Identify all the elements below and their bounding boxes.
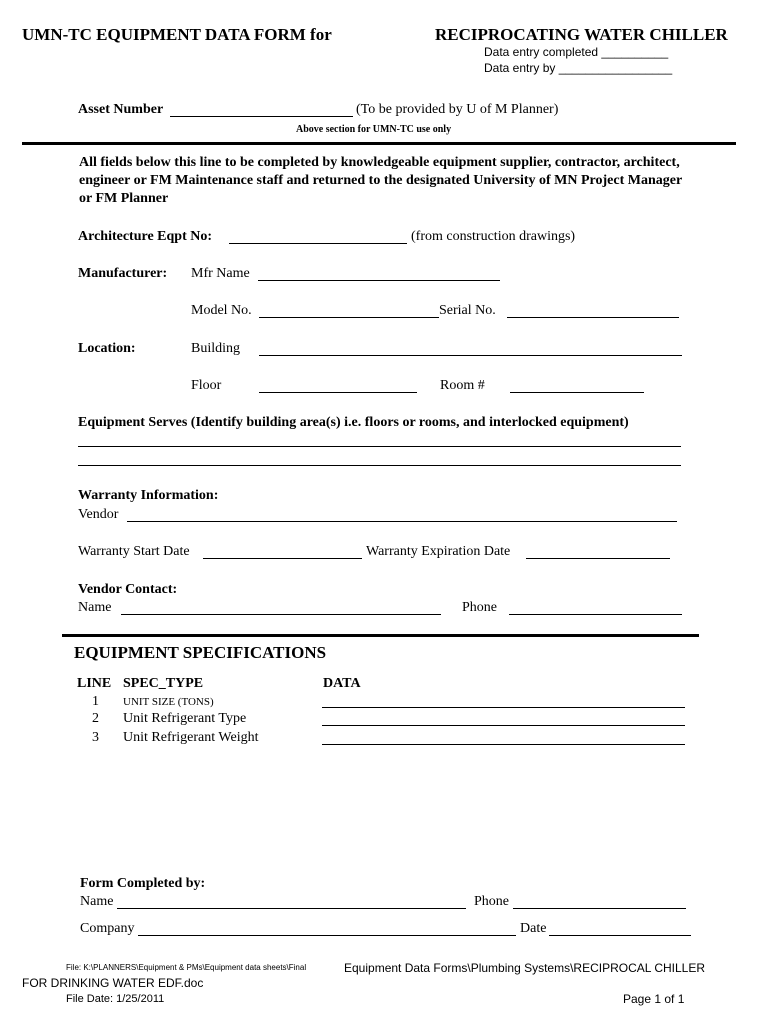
spec-type: Unit Refrigerant Type	[123, 711, 247, 726]
serial-no-label: Serial No.	[439, 303, 496, 318]
floor-label: Floor	[191, 378, 222, 393]
room-label: Room #	[440, 378, 485, 393]
warranty-start-label: Warranty Start Date	[78, 544, 190, 559]
equipment-serves-field-1[interactable]	[78, 446, 681, 447]
asset-number-label: Asset Number	[78, 102, 164, 117]
instructions-line: or FM Planner	[79, 191, 169, 206]
model-no-field[interactable]	[259, 317, 439, 318]
instructions-line: All fields below this line to be completed by knowledgeable equipment supplier, contractor, architect,	[79, 155, 680, 170]
date-field[interactable]	[549, 935, 691, 936]
footer-page-number: Page 1 of 1	[623, 992, 685, 1006]
spec-line-number: 3	[92, 730, 99, 745]
form-completed-phone-field[interactable]	[513, 908, 686, 909]
equipment-type-title: RECIPROCATING WATER CHILLER	[435, 25, 728, 44]
warranty-heading: Warranty Information:	[78, 488, 219, 503]
form-completed-phone-label: Phone	[474, 894, 509, 909]
form-completed-name-field[interactable]	[117, 908, 466, 909]
vendor-contact-phone-field[interactable]	[509, 614, 682, 615]
divider-specifications	[62, 634, 699, 637]
date-label: Date	[520, 921, 547, 936]
architecture-eqpt-note: (from construction drawings)	[411, 229, 576, 244]
warranty-expiration-field[interactable]	[526, 558, 670, 559]
architecture-eqpt-label: Architecture Eqpt No:	[78, 229, 213, 244]
location-label: Location:	[78, 341, 136, 356]
spec-data-field[interactable]	[322, 744, 685, 745]
footer-file-prefix: File: K:\PLANNERS\Equipment & PMs\Equipment data sheets\Final	[66, 963, 307, 972]
data-entry-completed: Data entry completed __________	[484, 45, 669, 59]
spec-line-number: 2	[92, 711, 99, 726]
col-line-header: LINE	[77, 676, 112, 691]
form-completed-name-label: Name	[80, 894, 114, 909]
warranty-expiration-label: Warranty Expiration Date	[366, 544, 511, 559]
asset-number-field[interactable]	[170, 116, 353, 117]
divider-top	[22, 142, 736, 145]
mfr-name-field[interactable]	[258, 280, 500, 281]
mfr-name-label: Mfr Name	[191, 266, 250, 281]
warranty-start-field[interactable]	[203, 558, 362, 559]
spec-data-field[interactable]	[322, 707, 685, 708]
vendor-contact-heading: Vendor Contact:	[78, 582, 178, 597]
room-field[interactable]	[510, 392, 644, 393]
serial-no-field[interactable]	[507, 317, 679, 318]
vendor-field[interactable]	[127, 521, 677, 522]
footer-file-date: File Date: 1/25/2011	[66, 993, 165, 1005]
architecture-eqpt-field[interactable]	[229, 243, 407, 244]
vendor-label: Vendor	[78, 507, 119, 522]
vendor-contact-phone-label: Phone	[462, 600, 497, 615]
vendor-contact-name-label: Name	[78, 600, 112, 615]
spec-type: UNIT SIZE (TONS)	[123, 696, 214, 708]
umn-use-only-note: Above section for UMN-TC use only	[296, 124, 452, 135]
spec-type: Unit Refrigerant Weight	[123, 730, 259, 745]
vendor-contact-name-field[interactable]	[121, 614, 441, 615]
col-spec-header: SPEC_TYPE	[123, 676, 204, 691]
asset-number-note: (To be provided by U of M Planner)	[356, 102, 559, 117]
spec-data-field[interactable]	[322, 725, 685, 726]
equipment-serves-field-2[interactable]	[78, 465, 681, 466]
form-completed-heading: Form Completed by:	[80, 876, 206, 891]
form-title: UMN-TC EQUIPMENT DATA FORM for	[22, 25, 332, 44]
floor-field[interactable]	[259, 392, 417, 393]
model-no-label: Model No.	[191, 303, 252, 318]
footer-file-path: Equipment Data Forms\Plumbing Systems\RECIPROCAL CHILLER	[344, 961, 706, 975]
equipment-serves-label: Equipment Serves (Identify building area(s) i.e. floors or rooms, and interlocked equipment)	[78, 415, 629, 430]
col-data-header: DATA	[323, 676, 361, 691]
footer-file-name: FOR DRINKING WATER EDF.doc	[22, 976, 204, 990]
company-label: Company	[80, 921, 135, 936]
instructions-line: engineer or FM Maintenance staff and returned to the designated University of MN Project Manager	[79, 173, 683, 188]
manufacturer-label: Manufacturer:	[78, 266, 168, 281]
building-label: Building	[191, 341, 241, 356]
spec-line-number: 1	[92, 694, 99, 709]
company-field[interactable]	[138, 935, 516, 936]
instructions-text	[79, 154, 682, 208]
building-field[interactable]	[259, 355, 682, 356]
data-entry-by: Data entry by _________________	[484, 61, 673, 75]
specifications-heading: EQUIPMENT SPECIFICATIONS	[74, 643, 327, 662]
